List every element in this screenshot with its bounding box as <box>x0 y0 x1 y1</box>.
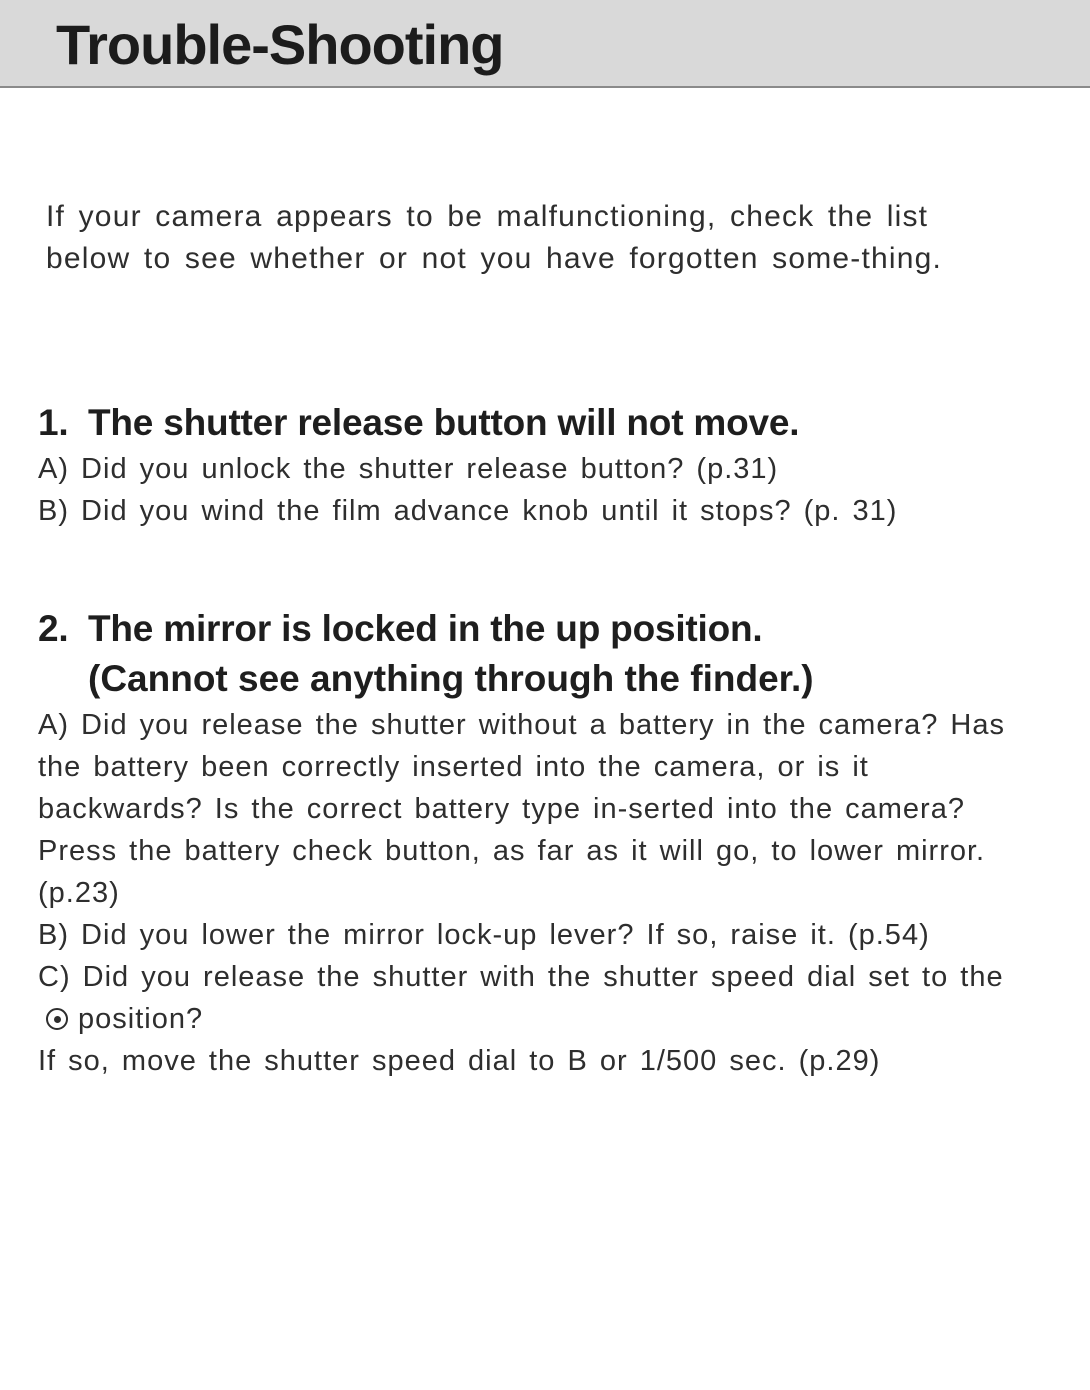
section-heading-continuation: (Cannot see anything through the finder.) <box>88 658 814 699</box>
page-reference: (p. 31) <box>803 495 898 527</box>
item-text: Press the battery check button, as far as it will go, to lower mirror. <box>38 835 986 867</box>
intro-paragraph: If your camera appears to be malfunctioning, check the list below to see whether or not you have forgotten some-thing. <box>46 200 943 275</box>
section-heading-text: The mirror is locked in the up position. <box>88 608 763 649</box>
page-reference: (p.31) <box>696 453 779 485</box>
item-text: B) Did you wind the film advance knob until it stops? <box>38 495 792 527</box>
list-item <box>38 1040 1006 1082</box>
section-mirror-locked <box>38 604 1006 1082</box>
page-title: Trouble-Shooting <box>56 13 504 76</box>
list-item <box>38 830 1006 914</box>
list-item <box>38 914 1006 956</box>
page-reference: (p.29) <box>798 1045 881 1077</box>
section-heading <box>38 604 1006 654</box>
page-reference: (p.23) <box>38 877 120 909</box>
section-number: 1. <box>38 402 69 443</box>
section-shutter-release <box>38 398 1006 532</box>
list-item <box>38 448 1006 490</box>
section-number: 2. <box>38 608 69 649</box>
item-text: B) Did you lower the mirror lock-up lever? If so, raise it. <box>38 919 836 951</box>
header-band <box>0 0 1090 88</box>
item-text: position? <box>78 1003 204 1035</box>
list-item: A) Did you release the shutter without a battery in the camera? Has the battery been correctly inserted into the camera, or is it backwards? Is the correct battery type in-serted into the camera? <box>38 709 1005 825</box>
page-reference: (p.54) <box>847 919 930 951</box>
item-text: C) Did you release the shutter with the shutter speed dial set to the <box>38 961 1004 993</box>
self-timer-symbol-icon <box>46 1008 68 1030</box>
section-heading-text: The shutter release button will not move. <box>88 402 800 443</box>
list-item <box>38 956 1006 1040</box>
list-item <box>38 490 1006 532</box>
item-text: A) Did you unlock the shutter release button? <box>38 453 685 485</box>
section-heading <box>38 398 1006 448</box>
item-text: If so, move the shutter speed dial to B or 1/500 sec. <box>38 1045 787 1077</box>
